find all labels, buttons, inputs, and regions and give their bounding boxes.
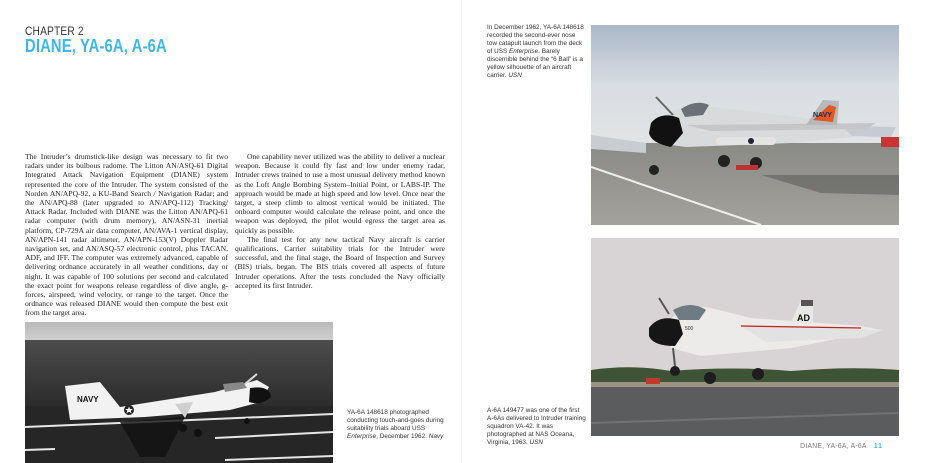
caption-bottom-left: YA-6A 148618 photographed conducting touch-and-goes during suitability trials aboard USS Enterprise, December 1962. Navy: [347, 409, 444, 440]
body-paragraph: One capability never utilized was the ability to deliver a nuclear weapon. Because it could fly fast and low under enemy radar, Intruder crews trained to use a most unusual delivery method known as the Loft Angle Bombing System–Initial Point, or LABS-IP. The approach would be made at high speed and low level. Once near the target, a steep climb to almost vertical would be initiated. The onboard computer would calculate the release point, and once the weapon was deployed, the pilot would egress the target area as quickly as possible.: [235, 152, 445, 235]
photo-credit: Navy: [428, 433, 444, 440]
tail-marking: AD: [797, 313, 810, 323]
page-number: 11: [874, 441, 883, 450]
chapter-title: DIANE, YA-6A, A-6A: [25, 36, 167, 56]
chapter-label: CHAPTER 2: [25, 24, 84, 38]
photo-carrier-touch-and-go: [25, 322, 333, 463]
page-footer: [800, 441, 883, 450]
photo-ya6a-flight-line: [591, 25, 899, 225]
body-paragraph: The Intruder’s drumstick-like design was necessary to fit two radars under its bulbous radome. The Litton AN/ASQ-61 Digital Integrated Attack Navigation Equipment (DIANE) system represented the core of the Intruder. The system consisted of the Norden AN/APQ-92, a KU-Band Search / Navigation Radar; and the AN/APQ-88 (later upgraded to AN/APQ-112) Tracking/ Attack Radar. Included with DIANE was the Litton AN/APQ-61 radar computer (with drum memory), AN/ASN-31 inertial platform, CP-729A air data computer, AN/AVA-1 vertical display, AN/APN-141 radar altimeter, AN/APN-153(V) Doppler Radar navigation set, and AN/ASQ-57 electronic control, plus TACAN, ADF, and IFF. The computer was extremely advanced, capable of delivering ordnance accurately in all weather conditions, day or night. It was capable of 100 solutions per second and calculated the exact point for weapons release regardless of dive angle, g-forces, airspeed, wind velocity, or range to the target. Once the ordnance was released DIANE would then compute the best exit from the target area.: [25, 152, 228, 318]
page-gutter: [461, 0, 463, 463]
nose-number: 500: [685, 326, 694, 332]
tail-marking: NAVY: [813, 112, 832, 119]
body-paragraph: The final test for any new tactical Navy aircraft is carrier qualifications. Carrier suitability trials for the Intruder were successful, and the final stage, the Board of Inspection and Survey (BIS) trials, began. The BIS trials covered all aspects of future Intruder operations. After the tests concluded the Navy officially accepted its first Intruder.: [235, 234, 445, 290]
photo-credit: USN: [508, 72, 522, 79]
photo-a6a-landing: [591, 238, 899, 436]
body-column-right: [235, 152, 445, 290]
caption-bottom-right: A-6A 149477 was one of the first A-6As delivered to Intruder training squadron VA-42. It was photographed at NAS Oceana, Virginia, 1963. USN: [487, 407, 586, 446]
tail-marking: NAVY: [77, 395, 99, 404]
body-column-left: [25, 152, 228, 318]
photo-credit: USN: [529, 439, 544, 446]
caption-top-right: In December 1962, YA-6A 148618 recorded the second-ever nose tow catapult launch from the deck of USS Enterprise. Barely discernible behind the “6 Ball” is a yellow silhouette of an aircraft carrier. USN: [487, 24, 584, 79]
running-head: DIANE, YA-6A, A-6A: [800, 441, 867, 450]
